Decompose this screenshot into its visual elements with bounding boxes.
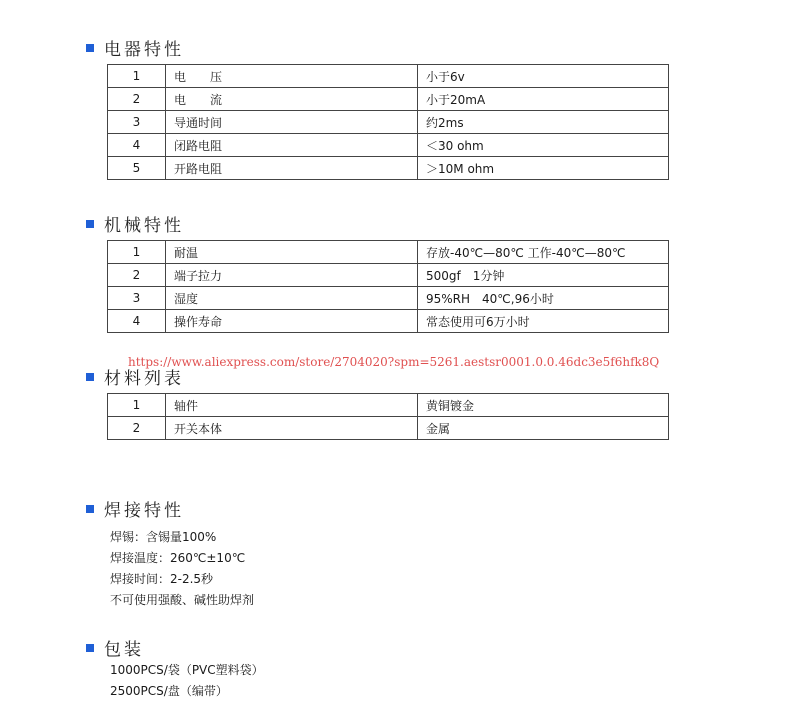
property-value-cell: 500gf 1分钟 <box>418 264 669 287</box>
text-line: 焊锡：含锡量100% <box>110 530 217 544</box>
section-title: 焊接特性 <box>104 501 184 521</box>
property-value-cell: 95%RH 40℃,96小时 <box>418 287 669 310</box>
property-name-cell: 端子拉力 <box>166 264 418 287</box>
property-value-cell: 小于6v <box>418 65 669 88</box>
property-name-cell: 湿度 <box>166 287 418 310</box>
square-bullet-icon <box>86 505 94 513</box>
row-number-cell: 2 <box>108 264 166 287</box>
section-packaging-header <box>86 635 144 660</box>
table-row <box>108 310 669 333</box>
property-name-cell: 导通时间 <box>166 111 418 134</box>
table-row <box>108 241 669 264</box>
packaging-lines <box>110 660 264 702</box>
row-number-cell: 1 <box>108 65 166 88</box>
row-number-cell: 3 <box>108 111 166 134</box>
table-row <box>108 394 669 417</box>
section-title: 包装 <box>104 640 144 660</box>
property-name-cell: 电 流 <box>166 88 418 111</box>
property-value-cell: 约2ms <box>418 111 669 134</box>
property-name-cell: 轴件 <box>166 394 418 417</box>
text-line: 2500PCS/盘（编带） <box>110 684 228 698</box>
section-soldering-header <box>86 496 184 521</box>
property-value-cell: 小于20mA <box>418 88 669 111</box>
table-row <box>108 65 669 88</box>
row-number-cell: 2 <box>108 417 166 440</box>
property-value-cell: 金属 <box>418 417 669 440</box>
row-number-cell: 2 <box>108 88 166 111</box>
square-bullet-icon <box>86 44 94 52</box>
property-name-cell: 开关本体 <box>166 417 418 440</box>
materials-table <box>107 393 669 440</box>
row-number-cell: 3 <box>108 287 166 310</box>
electrical-table <box>107 64 669 180</box>
section-mechanical-header <box>86 211 184 236</box>
table-row <box>108 264 669 287</box>
store-url-watermark: https://www.aliexpress.com/store/2704020?spm=5261.aestsr0001.0.0.46dc3e5f6hfk8Q <box>128 355 660 369</box>
text-line: 焊接时间：2-2.5秒 <box>110 572 214 586</box>
soldering-lines <box>110 527 254 611</box>
property-name-cell: 开路电阻 <box>166 157 418 180</box>
table-row <box>108 157 669 180</box>
table-row <box>108 287 669 310</box>
property-value-cell: 黄铜镀金 <box>418 394 669 417</box>
text-line: 1000PCS/袋（PVC塑料袋） <box>110 663 264 677</box>
section-title: 机械特性 <box>104 216 184 236</box>
text-line: 不可使用强酸、碱性助焊剂 <box>110 593 255 607</box>
property-value-cell: ＜30 ohm <box>418 134 669 157</box>
section-title: 电器特性 <box>104 40 184 60</box>
property-name-cell: 电 压 <box>166 65 418 88</box>
mechanical-table <box>107 240 669 333</box>
row-number-cell: 1 <box>108 394 166 417</box>
property-value-cell: ＞10M ohm <box>418 157 669 180</box>
section-title: 材料列表 <box>104 369 184 389</box>
row-number-cell: 5 <box>108 157 166 180</box>
property-name-cell: 闭路电阻 <box>166 134 418 157</box>
table-row <box>108 417 669 440</box>
square-bullet-icon <box>86 373 94 381</box>
square-bullet-icon <box>86 644 94 652</box>
square-bullet-icon <box>86 220 94 228</box>
property-name-cell: 操作寿命 <box>166 310 418 333</box>
text-line: 焊接温度：260℃±10℃ <box>110 551 246 565</box>
table-row <box>108 134 669 157</box>
property-value-cell: 常态使用可6万小时 <box>418 310 669 333</box>
property-name-cell: 耐温 <box>166 241 418 264</box>
table-row <box>108 111 669 134</box>
row-number-cell: 4 <box>108 310 166 333</box>
section-electrical-header <box>86 35 184 60</box>
row-number-cell: 1 <box>108 241 166 264</box>
table-row <box>108 88 669 111</box>
property-value-cell: 存放-40℃—80℃ 工作-40℃—80℃ <box>418 241 669 264</box>
row-number-cell: 4 <box>108 134 166 157</box>
